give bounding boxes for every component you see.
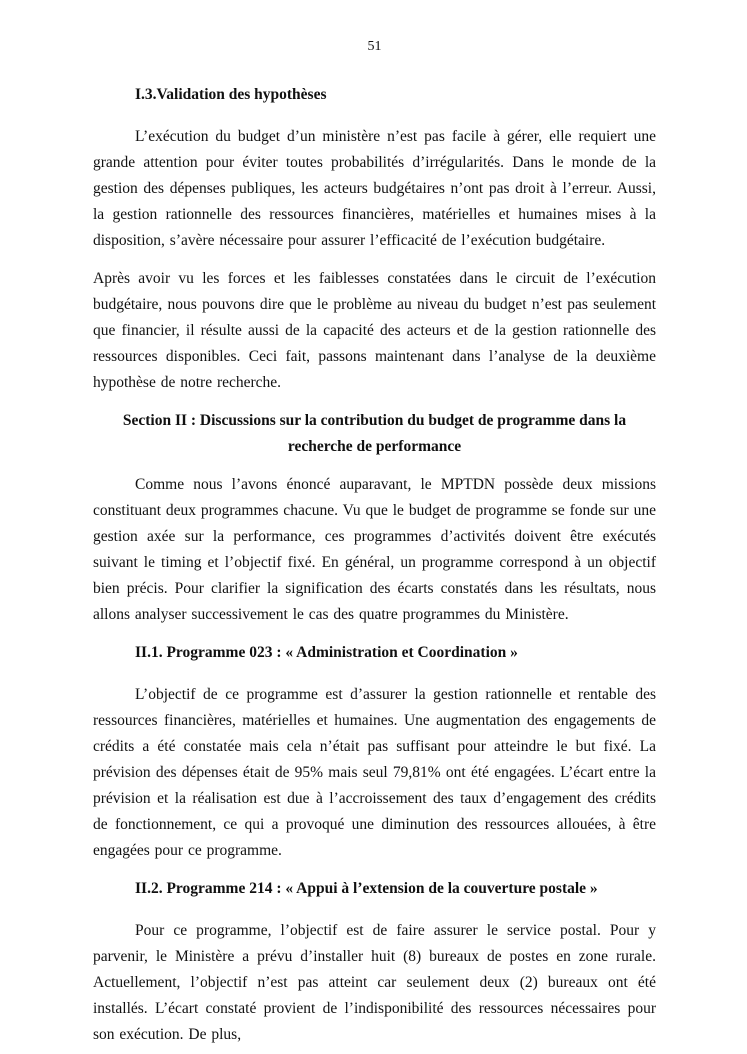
heading-validation-hypotheses: I.3.Validation des hypothèses bbox=[135, 86, 327, 103]
heading-programme-214: II.2. Programme 214 : « Appui à l’extension de la couverture postale » bbox=[135, 880, 598, 897]
paragraph-forces-faiblesses: Après avoir vu les forces et les faiblesses constatées dans le circuit de l’exécution budgétaire, nous pouvons dire que le problème au niveau du budget n’est pas seulement que financier, il résulte aussi de la capacité des acteurs et de la gestion rationnelle des ressources disponibles. Ceci fait, passons maintenant dans l’analyse de la deuxième hypothèse de notre recherche. bbox=[93, 270, 656, 391]
heading-programme-023: II.1. Programme 023 : « Administration et Coordination » bbox=[135, 644, 518, 661]
paragraph-execution-budget: L’exécution du budget d’un ministère n’est pas facile à gérer, elle requiert une grande attention pour éviter toutes probabilités d’irrégularités. Dans le monde de la gestion des dépenses publiques, les acteurs budgétaires n’ont pas droit à l’erreur. Aussi, la gestion rationnelle des ressources financières, matérielles et humaines mises à la disposition, s’avère nécessaire pour assurer l’efficacité de l’exécution budgétaire. bbox=[93, 128, 656, 249]
paragraph-programme-214: Pour ce programme, l’objectif est de faire assurer le service postal. Pour y parvenir, le Ministère a prévu d’installer huit (8) bureaux de postes en zone rurale. Actuellement, l’objectif n’est pas atteint car seulement deux (2) bureaux ont été installés. L’écart constaté provient de l’indisponibilité des ressources nécessaires pour son exécution. De plus, bbox=[93, 922, 656, 1043]
paragraph-mptdn-missions: Comme nous l’avons énoncé auparavant, le MPTDN possède deux missions constituant deux programmes chacune. Vu que le budget de programme se fonde sur une gestion axée sur la performance, ces programmes d’activités doivent être exécutés suivant le timing et l’objectif fixé. En général, un programme correspond à un objectif bien précis. Pour clarifier la signification des écarts constatés dans les résultats, nous allons analyser successivement le cas des quatre programmes du Ministère. bbox=[93, 476, 656, 623]
heading-section-2: Section II : Discussions sur la contribution du budget de programme dans la recherche de performance bbox=[122, 412, 627, 455]
page-number: 51 bbox=[367, 39, 382, 54]
paragraph-programme-023: L’objectif de ce programme est d’assurer la gestion rationnelle et rentable des ressources financières, matérielles et humaines. Une augmentation des engagements de crédits a été constatée mais cela n’était pas suffisant pour atteindre le but fixé. La prévision des dépenses était de 95% mais seul 79,81% ont été engagées. L’écart entre la prévision et la réalisation est due à l’accroissement des taux d’engagement des crédits de fonctionnement, ce qui a provoqué une diminution des ressources allouées, à être engagées pour ce programme. bbox=[93, 686, 656, 859]
